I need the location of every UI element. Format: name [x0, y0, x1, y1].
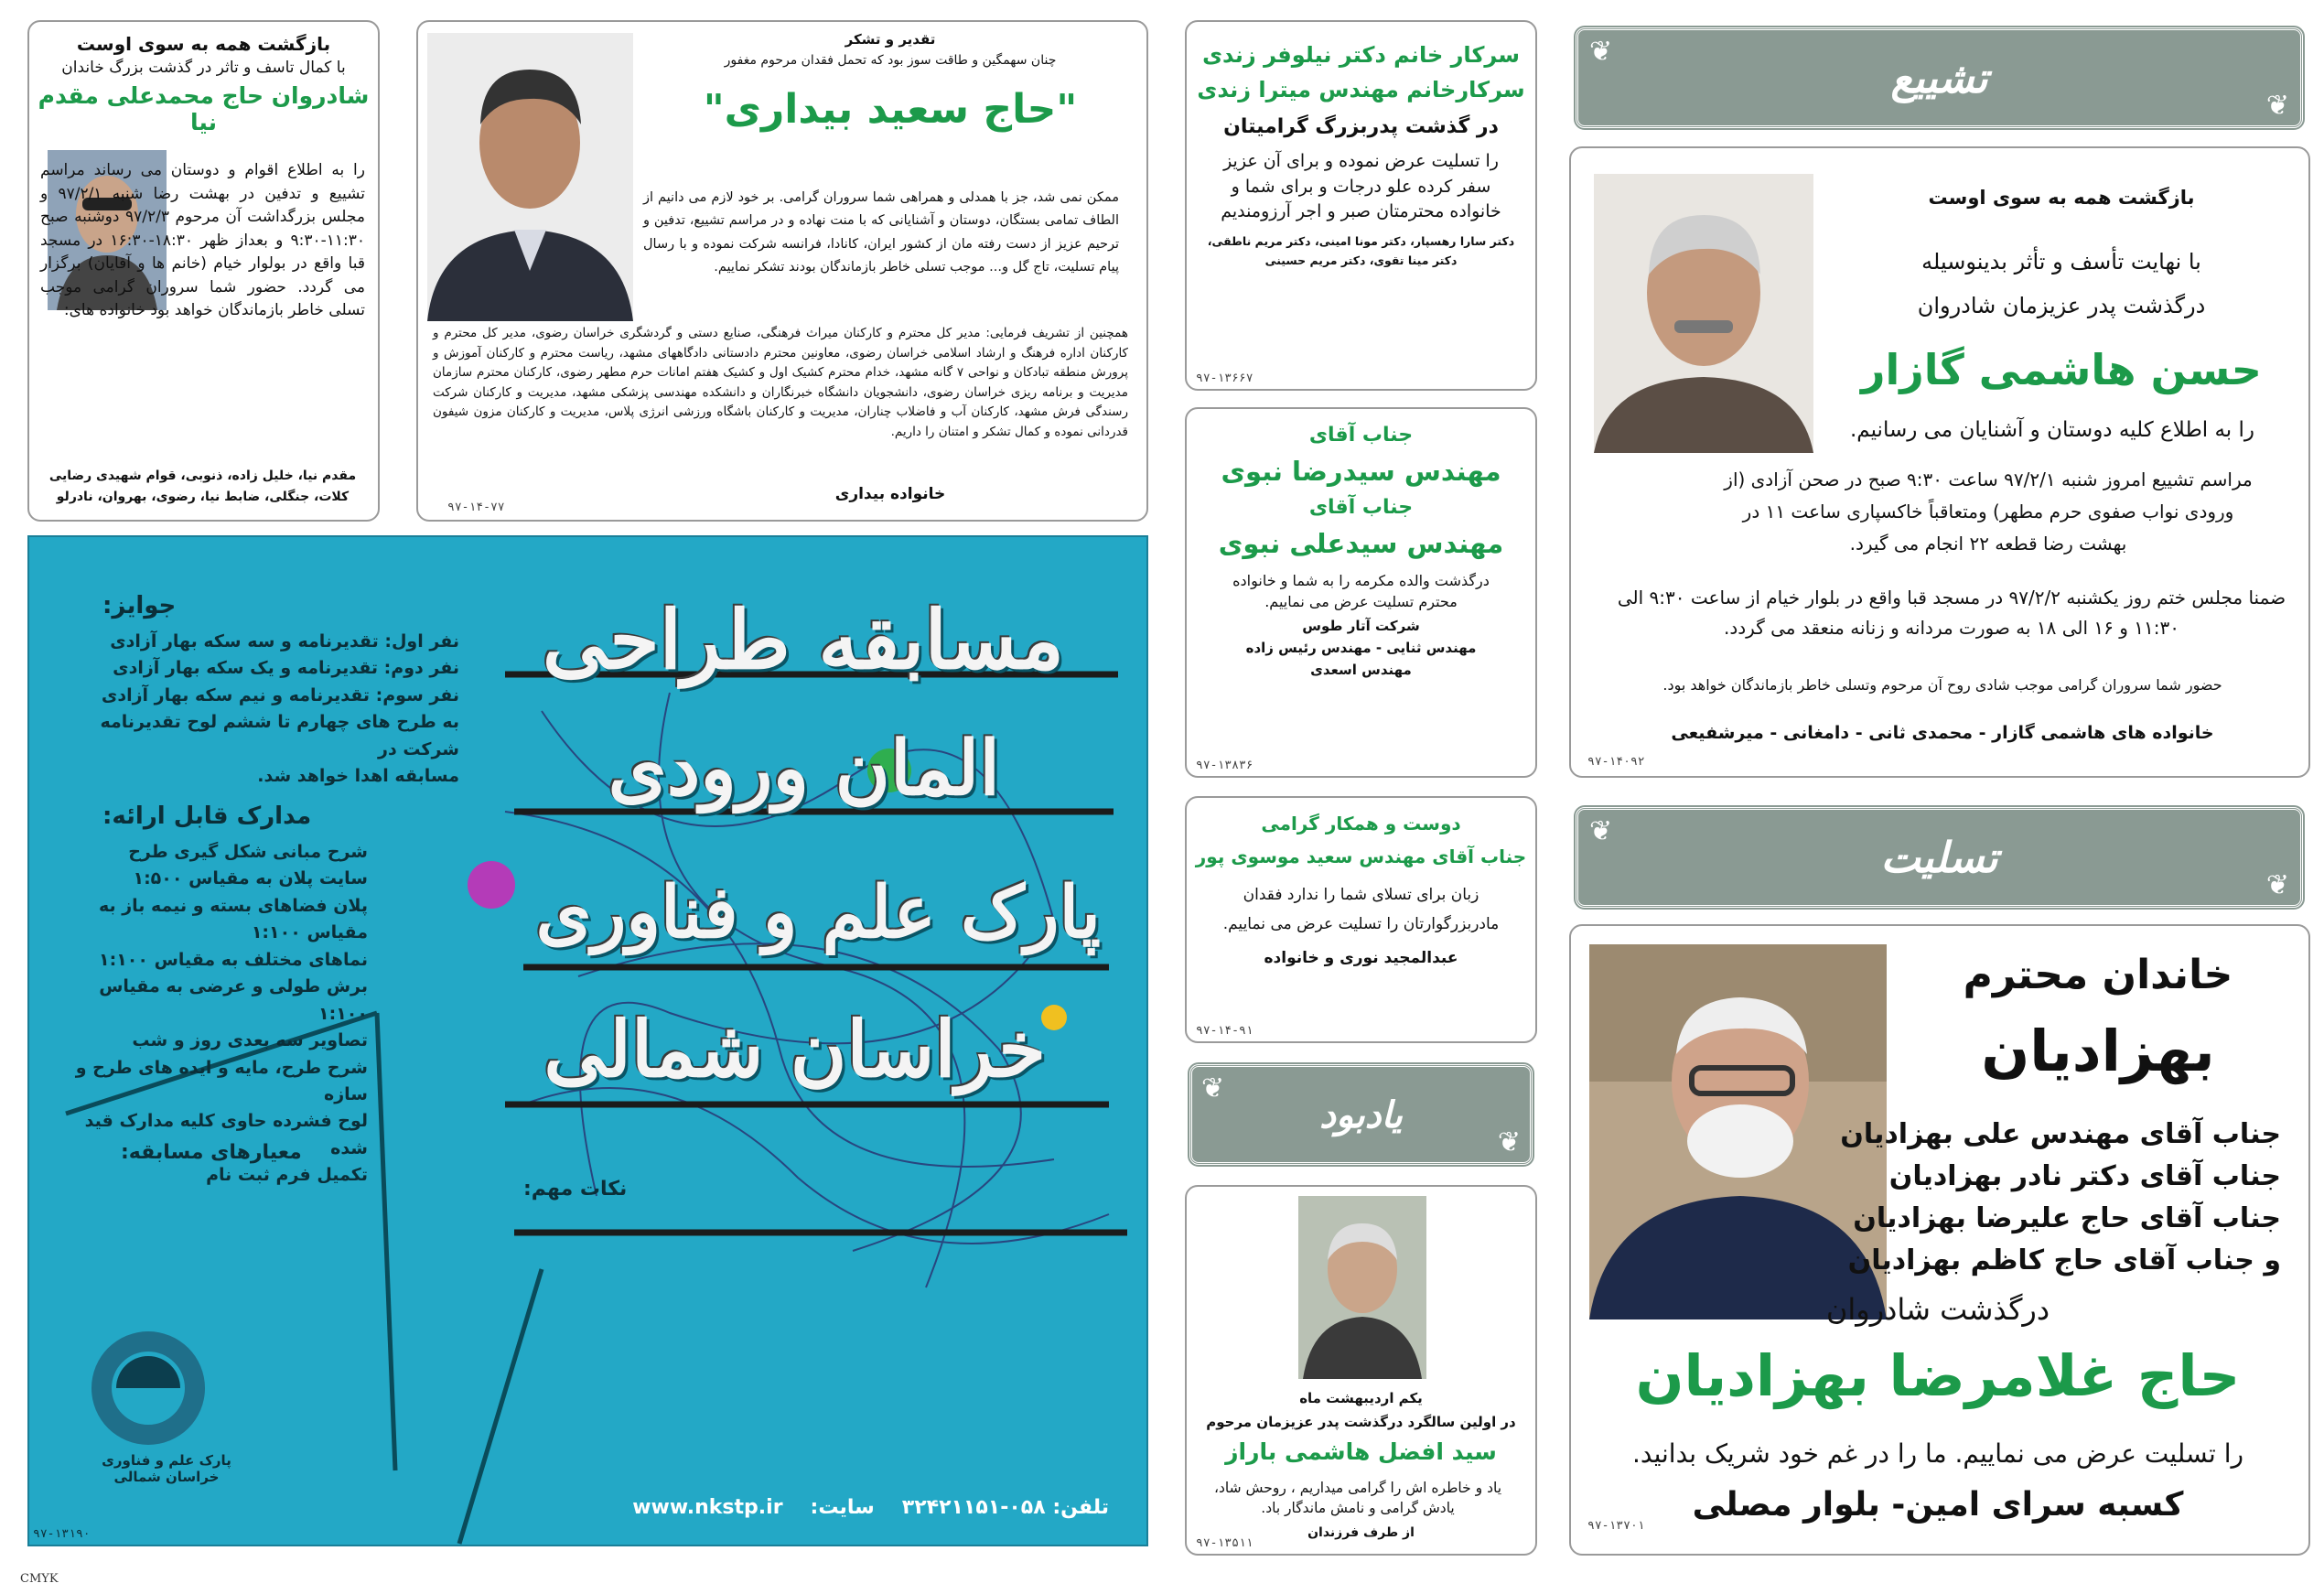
- occasion: در گذشت پدربزرگ گرامیتان: [1223, 115, 1499, 138]
- award-item: نفر دوم: تقدیرنامه و یک سکه بهار آزادی: [113, 658, 459, 679]
- occasion-line: درگذشت شادروان: [1825, 1292, 2050, 1327]
- awards-list: [66, 629, 459, 791]
- banner-title: تسلیت: [1880, 833, 1998, 882]
- ornament-icon: ❦: [1589, 815, 1613, 847]
- notes-heading: نکات مهم:: [523, 1178, 628, 1201]
- ornament-icon: ❦: [2265, 90, 2289, 122]
- family-name: بهزادیان: [1981, 1018, 2215, 1084]
- taslit-banner: [1576, 807, 2303, 908]
- notice-yadbood: [1185, 1185, 1537, 1556]
- doc-item: نماهای مختلف به مقیاس ۱:۱۰۰: [99, 949, 368, 970]
- notice-body: را تسلیت عرض نموده و برای آن عزیز سفر کرده علو درجات و برای شما و خانواده محترمتان صبر و اجر آرزومندیم: [1221, 151, 1501, 222]
- notice-intro: با کمال تاسف و تاثر در گذشت بزرگ خاندان: [61, 59, 346, 77]
- poster-title-line-4: خراسان شمالی: [543, 1004, 1046, 1094]
- closing-line: حضور شما سروران گرامی موجب شادی روح آن مرحوم وتسلی خاطر بازماندگان خواهد بود.: [1662, 676, 2222, 694]
- deceased-name: حاج غلامرضا بهزادیان: [1635, 1342, 2241, 1409]
- ad-code: ۹۷-۱۳۷۰۱: [1587, 1519, 1645, 1533]
- notice-body: درگذشت والده مکرمه را به شما و خانواده محترم تسلیت عرض می نماییم.: [1232, 572, 1490, 611]
- notice-body-thanks: همچنین از تشریف فرمایی: مدیر کل محترم و کارکنان میراث فرهنگی، صنایع دستی و گردشگری خراسان رضوی، مدیر کل محترم و کارکنان اداره فرهنگ و ارشاد اسلامی خراسان رضوی، معاونین محترم دادستانی دادگاههای مشهد، ریاست محترم و کارکنان آموزش و پرورش منطقه تبادکان و نواحی ۷ گانه مشهد، خدام محترم کشیک اول و کشیک هفتم امانات حرم مطهر رضوی، کارکنان محترم سازمان مدیریت و برنامه ریزی خراسان رضوی، دانشجویان دانشگاه خبرنگاران و دانشکده مهندسی پزشکی مشهد، مدیریت و کارکنان شرکت رسندگی فرش مشهد، کارکنان آب و فاضلاب چناران، مدیریت و کارکنان باشگاه ورزشی انرژی پلاس، مدیریت و کارکنان مزون شیفون قدردانی نموده و کمال تشکر و امتنان را داریم.: [433, 326, 1128, 439]
- recipient-3: جناب آقای حاج علیرضا بهزادیان: [1853, 1202, 2281, 1234]
- awards-heading: جوایز:: [102, 592, 177, 619]
- portrait-photo: [1298, 1196, 1426, 1379]
- deceased-name: شادروان حاج محمدعلی مقدم نیا: [38, 82, 370, 135]
- signature-2: دکتر مینا تقوی، دکتر مریم حسینی: [1264, 253, 1458, 267]
- deceased-name: سید افضل هاشمی باراز: [1225, 1438, 1497, 1465]
- signature: عبدالمجید نوری و خانواده: [1264, 948, 1458, 967]
- competition-poster: [27, 535, 1148, 1546]
- ad-code: ۹۷-۱۴۰۹۲: [1587, 755, 1645, 769]
- doc-item: شرح طرح، مایه و ایده های طرح و سازه: [75, 1057, 368, 1104]
- notice-zandi: [1185, 20, 1537, 391]
- signature-names-2: مهندس اسعدی: [1310, 662, 1412, 679]
- banner-title: یادبود: [1319, 1093, 1403, 1136]
- ad-code: ۹۷-۱۳۱۹۰: [33, 1527, 91, 1541]
- recipient-line-1: سرکار خانم دکتر نیلوفر زندی: [1202, 42, 1520, 68]
- ad-code: ۹۷-۱۳۵۱۱: [1196, 1536, 1253, 1550]
- contact-bar: [414, 1496, 1109, 1519]
- tashyi-banner: [1576, 27, 2303, 128]
- print-mark: CMYK: [20, 1572, 59, 1586]
- doc-item: پلان فضاهای بسته و نیمه باز به مقیاس ۱:۱۰۰: [98, 895, 368, 943]
- notice-moghadamnia: [27, 20, 380, 522]
- ornament-icon: ❦: [1201, 1072, 1225, 1104]
- notice-body: زبان برای تسلای شما را ندارد فقدان مادربزرگوارتان را تسلیت عرض می نماییم.: [1222, 886, 1500, 934]
- portrait-photo: [1594, 174, 1813, 453]
- notice-header: بازگشت همه به سوی اوست: [1928, 187, 2195, 209]
- recipient-1: جناب آقای مهندس علی بهزادیان: [1840, 1118, 2281, 1150]
- notice-line-2: درگذشت پدر عزیزمان شادروان: [1917, 293, 2206, 318]
- poster-site: www.nkstp.ir: [632, 1496, 783, 1519]
- ad-code: ۹۷-۱۳۶۶۷: [1196, 372, 1253, 385]
- notice-body: یاد و خاطره اش را گرامی میداریم ، روحش شاد، یادش گرامی و نامش ماندگار باد.: [1213, 1480, 1502, 1517]
- portrait-photo: [427, 33, 633, 321]
- notice-intro: چنان سهمگین و طاقت سوز بود که تحمل فقدان مرحوم مغفور: [724, 53, 1057, 68]
- signature: خانواده های هاشمی گازار - محمدی ثانی - دامغانی - میرشفیعی: [1671, 723, 2214, 743]
- anniversary-date: یکم اردیبهشت ماه: [1299, 1390, 1423, 1406]
- signature: کسبه سرای امین- بلوار مصلی: [1692, 1486, 2184, 1524]
- doc-item: تکمیل فرم ثبت نام: [206, 1165, 368, 1186]
- title-line-2: جناب آقای: [1308, 496, 1414, 519]
- recipient-line-2: سرکارخانم مهندس میترا زندی: [1197, 77, 1525, 102]
- signature: خانواده بیداری: [834, 485, 946, 503]
- docs-heading: مدارک قابل ارائه:: [102, 802, 312, 830]
- banner-title: تشییع: [1890, 53, 1988, 102]
- ornament-icon: ❦: [1497, 1126, 1521, 1158]
- poster-site-label: سایت:: [810, 1496, 875, 1519]
- doc-item: سایت پلان به مقیاس ۱:۵۰۰: [133, 868, 368, 889]
- yadbood-banner: [1189, 1064, 1533, 1165]
- signature: از طرف فرزندان: [1307, 1525, 1415, 1540]
- condolence-line: را تسلیت عرض می نماییم. ما را در غم خود شریک بدانید.: [1631, 1438, 2244, 1469]
- award-item: مسابقه اهدا خواهد شد.: [257, 766, 459, 787]
- notice-mousavipour: [1185, 796, 1537, 1043]
- ornament-icon: ❦: [1589, 36, 1613, 68]
- award-item: نفر سوم: تقدیرنامه و نیم سکه بهار آزادی: [101, 684, 459, 705]
- memorial-details: ضمنا مجلس ختم روز یکشنبه ۹۷/۲/۲ در مسجد قبا واقع در بلوار خیام از ساعت ۹:۳۰ الی ۱۱:۳۰ و ۱۶ الی ۱۸ به صورت مردانه و زنانه منعقد می گردد.: [1617, 587, 2286, 639]
- deceased-name: حسن هاشمی گازار: [1861, 345, 2262, 394]
- recipient-name-2: مهندس سیدعلی نبوی: [1218, 528, 1504, 559]
- ceremony-details: مراسم تشییع امروز شنبه ۹۷/۲/۱ ساعت ۹:۳۰ صبح در صحن آزادی (از ورودی نواب صفوی حرم مطهر) ومتعاقباً خاکسپاری ساعت ۱۱ در بهشت رضا قطعه ۲۲ انجام می گیرد.: [1724, 469, 2253, 555]
- poster-title-line-2: المان ورودی: [608, 725, 1000, 813]
- notice-nabavi: [1185, 407, 1537, 778]
- doc-item: برش طولی و عرضی به مقیاس ۱:۱۰۰: [99, 976, 368, 1024]
- notice-line-1: با نهایت تأسف و تأثر بدینوسیله: [1921, 249, 2201, 275]
- address-line-1: خاندان محترم: [1963, 952, 2233, 998]
- title-line-1: جناب آقای: [1308, 424, 1414, 447]
- signature-1: دکتر سارا رهسپار، دکتر مونا امینی، دکتر مریم ناطقی،: [1207, 233, 1515, 248]
- doc-item: شرح مبانی شکل گیری طرح: [128, 842, 368, 862]
- ad-code: ۹۷-۱۳۸۳۶: [1196, 759, 1253, 772]
- doc-item: لوح فشرده حاوی کلیه مدارک قید شده: [84, 1111, 368, 1158]
- poster-phone: تلفن: ۰۵۸-۳۲۴۲۱۱۵۱: [901, 1496, 1109, 1519]
- notice-header: تقدیر و تشکر: [845, 31, 936, 48]
- notice-body: ممکن نمی شد، جز با همدلی و همراهی شما سروران گرامی. بر خود لازم می دانیم از الطاف تمامی بستگان، دوستان و آشنایانی که با منت نهاده و در مراسم تشییع، تدفین و ترحیم عزیز از دست رفته مان از کشور ایران، کانادا، فرانسه شرکت نموده و با رسال پیام تسلیت، تاج گل و... موجب تسلی خاطر بازماندگان بودند تشکر نماییم.: [643, 190, 1119, 275]
- doc-item: تصاویر سه بعدی روز و شب: [132, 1030, 368, 1051]
- ad-code: ۹۷-۱۴-۷۷: [447, 501, 505, 514]
- notice-intro: در اولین سالگرد درگذشت پدر عزیزمان مرحوم: [1206, 1414, 1516, 1430]
- poster-title-line-3: پارک علم و فناوری: [535, 871, 1101, 954]
- signature-names: مهندس ثنایی - مهندس رئیس زاده: [1245, 640, 1477, 657]
- signature-company: شرکت آتار طوس: [1302, 618, 1420, 635]
- title-line: دوست و همکار گرامی: [1261, 813, 1461, 835]
- recipient-4: و جناب آقای حاج کاظم بهزادیان: [1847, 1244, 2281, 1276]
- award-item: به طرح های چهارم تا ششم لوح تقدیرنامه شرکت در: [100, 712, 459, 759]
- notice-line-3: را به اطلاع کلیه دوستان و آشنایان می رسانیم.: [1849, 418, 2254, 442]
- recipient-2: جناب آقای دکتر نادر بهزادیان: [1888, 1160, 2281, 1192]
- family-names: مقدم نیا، خلیل زاده، ذنوبی، قوام شهیدی رضایی کلات، جنگلی، ضابط نیا، رضوی، بهروان، نادرلو: [48, 469, 357, 504]
- ad-code: ۹۷-۱۴-۹۱: [1196, 1024, 1253, 1038]
- poster-title-line-1: مسابقه طراحی: [542, 592, 1064, 687]
- deceased-name: "حاج سعید بیداری": [703, 86, 1078, 133]
- notice-body: را به اطلاع اقوام و دوستان می رساند مراسم تشییع و تدفین در بهشت رضا شنبه ۹۷/۲/۱ و مجلس بزرگداشت آن مرحوم ۹۷/۲/۳ دوشنبه صبح ۱۱:۳۰-۹:۳۰ و بعداز ظهر ۱۸:۳۰-۱۶:۳۰ در مسجد قبا واقع در بولوار خیام (خانم ها و آقایان) برگزار می گردد. حضور شما سروران گرامی موجب تسلی خاطر بازماندگان خواهد بود خانواده های:: [40, 161, 366, 319]
- ornament-icon: ❦: [2265, 869, 2289, 901]
- award-item: نفر اول: تقدیرنامه و سه سکه بهار آزادی: [110, 631, 459, 652]
- docs-list: [66, 839, 368, 1190]
- recipient-name: جناب آقای مهندس سعید موسوی پور: [1195, 845, 1527, 867]
- notice-bidari: [416, 20, 1148, 522]
- park-logo-text: پارک علم و فناوری خراسان شمالی: [102, 1452, 231, 1485]
- criteria-heading: معیارهای مسابقه:: [121, 1141, 302, 1164]
- recipient-name-1: مهندس سیدرضا نبوی: [1221, 456, 1501, 487]
- notice-behzadian: [1569, 924, 2310, 1556]
- notice-header: بازگشت همه به سوی اوست: [76, 33, 331, 55]
- notice-hashemi-gazar: [1569, 146, 2310, 778]
